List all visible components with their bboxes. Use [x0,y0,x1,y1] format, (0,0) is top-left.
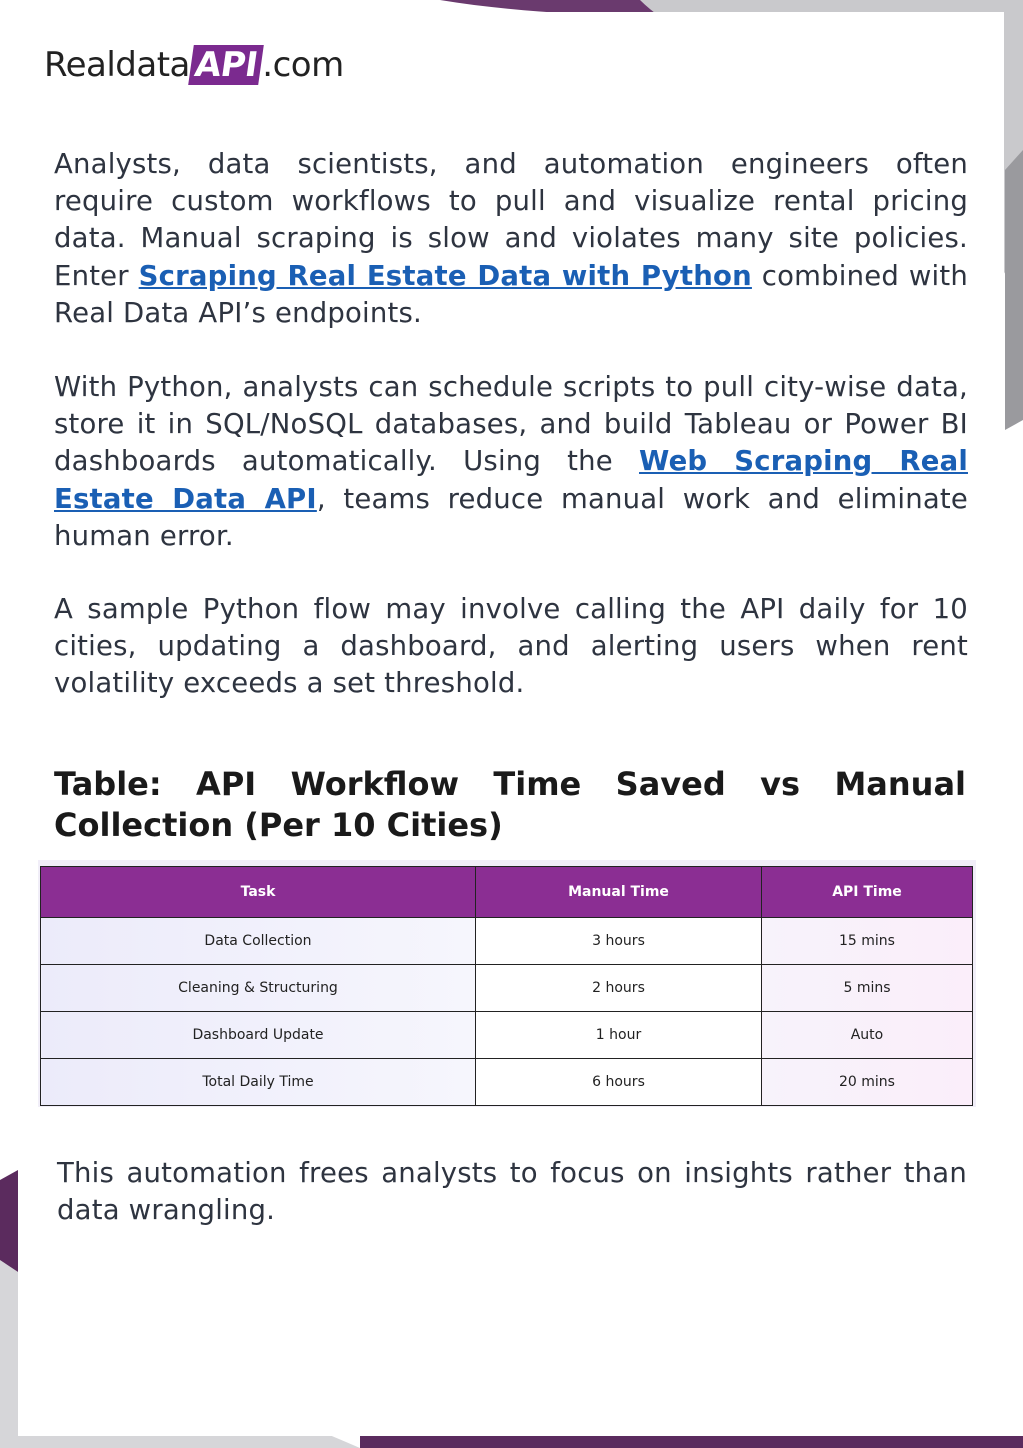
cell-manual-time: 1 hour [476,1012,762,1059]
table-row [41,1059,973,1106]
logo-api-badge: API [188,45,264,85]
table-heading: Table: API Workflow Time Saved vs Manual Collection (Per 10 Cities) [54,765,966,844]
cell-manual-time: 2 hours [476,965,762,1012]
cell-task: Data Collection [41,918,476,965]
cell-task: Dashboard Update [41,1012,476,1059]
paragraph-intro [54,146,968,332]
workflow-time-table [40,866,973,1106]
cell-manual-time: 6 hours [476,1059,762,1106]
paragraph-sample-flow: A sample Python flow may involve calling the API daily for 10 cities, updating a dashboard, and alerting users when rent volatility exceeds a set threshold. [54,593,968,700]
table-header-row [41,867,973,918]
table-row [41,965,973,1012]
brand-logo[interactable] [44,40,344,90]
right-edge-gray-shape [1005,150,1023,430]
cell-manual-time: 3 hours [476,918,762,965]
paragraph-python-text: With Python, analysts can schedule scripts to pull city-wise data, store it in SQL/NoSQL databases, and build Tableau or Power BI dashboards automatically. Using the [54,371,968,478]
cell-api-time: Auto [762,1012,973,1059]
bottom-purple-shape [360,1436,1023,1448]
paragraph-python-text-end: , teams reduce manual work and eliminate human error. [54,482,968,552]
header-task: Task [41,867,476,918]
logo-suffix: .com [262,45,344,85]
link-web-scraping-real-estate-api[interactable]: Web Scraping Real Estate Data API [54,445,968,515]
paragraph-intro-text: Analysts, data scientists, and automation engineers often require custom workflows to pull and visualize rental pricing data. Manual scraping is slow and violates many site policies. Enter [54,148,968,292]
cell-api-time: 5 mins [762,965,973,1012]
paragraph-closing: This automation frees analysts to focus on insights rather than data wrangling. [57,1157,967,1227]
cell-api-time: 15 mins [762,918,973,965]
paragraph-intro-text-end: combined with Real Data API’s endpoints. [54,259,968,329]
table-row [41,1012,973,1059]
table-container [38,860,976,1107]
header-manual-time: Manual Time [476,867,762,918]
paragraph-python-workflow [54,369,968,555]
cell-task: Total Daily Time [41,1059,476,1106]
logo-prefix: Realdata [44,45,190,85]
cell-api-time: 20 mins [762,1059,973,1106]
cell-task: Cleaning & Structuring [41,965,476,1012]
table-row [41,918,973,965]
link-scraping-real-estate-python[interactable]: Scraping Real Estate Data with Python [138,259,752,292]
header-api-time: API Time [762,867,973,918]
